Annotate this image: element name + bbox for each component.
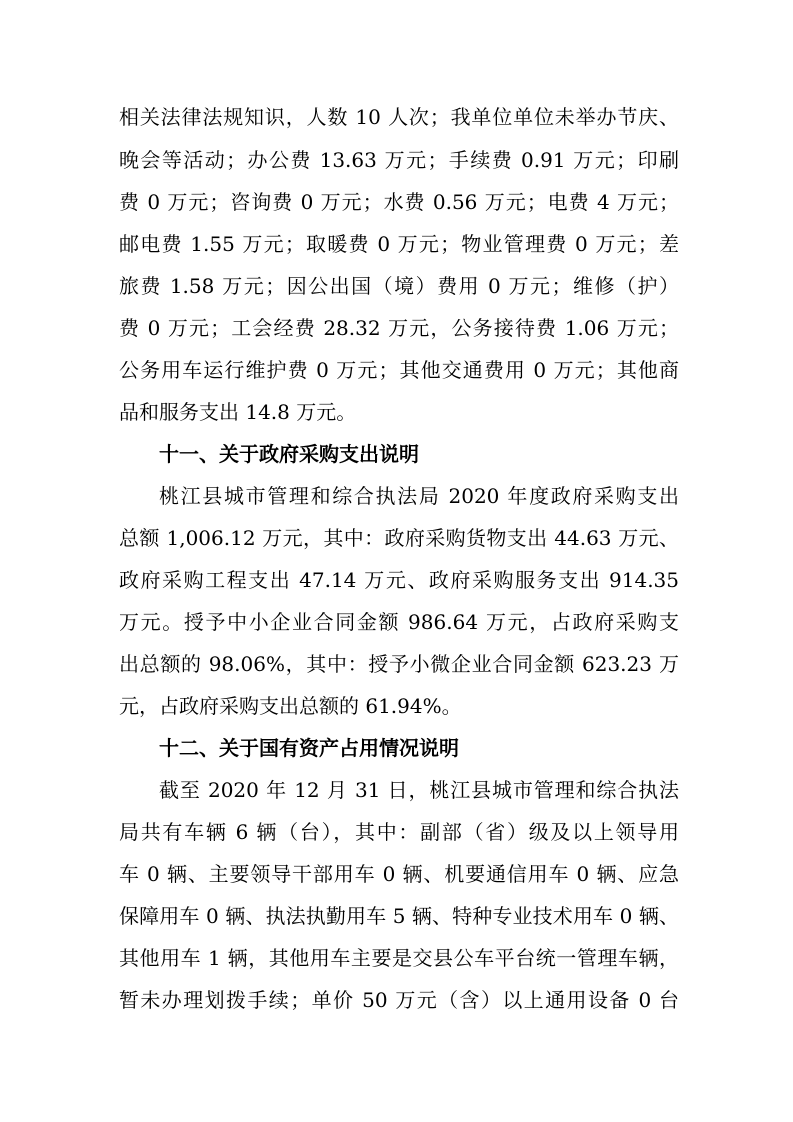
paragraph-line: 邮电费 1.55 万元；取暖费 0 万元；物业管理费 0 万元；差 (119, 232, 679, 256)
paragraph-line: 品和服务支出 14.8 万元。 (119, 400, 357, 424)
paragraph-line: 其他用车 1 辆，其他用车主要是交县公车平台统一管理车辆， (119, 946, 679, 970)
paragraph-line: 公务用车运行维护费 0 万元；其他交通费用 0 万元；其他商 (119, 358, 679, 382)
paragraph-line: 总额 1,006.12 万元，其中：政府采购货物支出 44.63 万元、 (119, 526, 679, 550)
paragraph-line: 截至 2020 年 12 月 31 日，桃江县城市管理和综合执法 (159, 778, 679, 802)
paragraph-line: 万元。授予中小企业合同金额 986.64 万元，占政府采购支 (119, 610, 679, 634)
section-12-heading: 十二、关于国有资产占用情况说明 (159, 736, 459, 760)
paragraph-line: 局共有车辆 6 辆（台），其中：副部（省）级及以上领导用 (119, 820, 679, 844)
paragraph-line: 出总额的 98.06%，其中：授予小微企业合同金额 623.23 万 (119, 652, 679, 676)
paragraph-line: 费 0 万元；咨询费 0 万元；水费 0.56 万元；电费 4 万元； (119, 190, 679, 214)
paragraph-line: 暂未办理划拨手续；单价 50 万元（含）以上通用设备 0 台 (119, 988, 679, 1012)
section-11-heading: 十一、关于政府采购支出说明 (159, 442, 419, 466)
paragraph-line: 费 0 万元；工会经费 28.32 万元，公务接待费 1.06 万元； (119, 316, 679, 340)
paragraph-line: 元，占政府采购支出总额的 61.94%。 (119, 694, 462, 718)
paragraph-line: 车 0 辆、主要领导干部用车 0 辆、机要通信用车 0 辆、应急 (119, 862, 679, 886)
paragraph-line: 政府采购工程支出 47.14 万元、政府采购服务支出 914.35 (119, 568, 679, 592)
paragraph-line: 晚会等活动；办公费 13.63 万元；手续费 0.91 万元；印刷 (119, 148, 679, 172)
paragraph-line: 相关法律法规知识，人数 10 人次；我单位单位未举办节庆、 (119, 105, 679, 129)
paragraph-line: 保障用车 0 辆、执法执勤用车 5 辆、特种专业技术用车 0 辆、 (119, 904, 679, 928)
paragraph-line: 旅费 1.58 万元；因公出国（境）费用 0 万元；维修（护） (119, 274, 679, 298)
paragraph-line: 桃江县城市管理和综合执法局 2020 年度政府采购支出 (159, 484, 679, 508)
